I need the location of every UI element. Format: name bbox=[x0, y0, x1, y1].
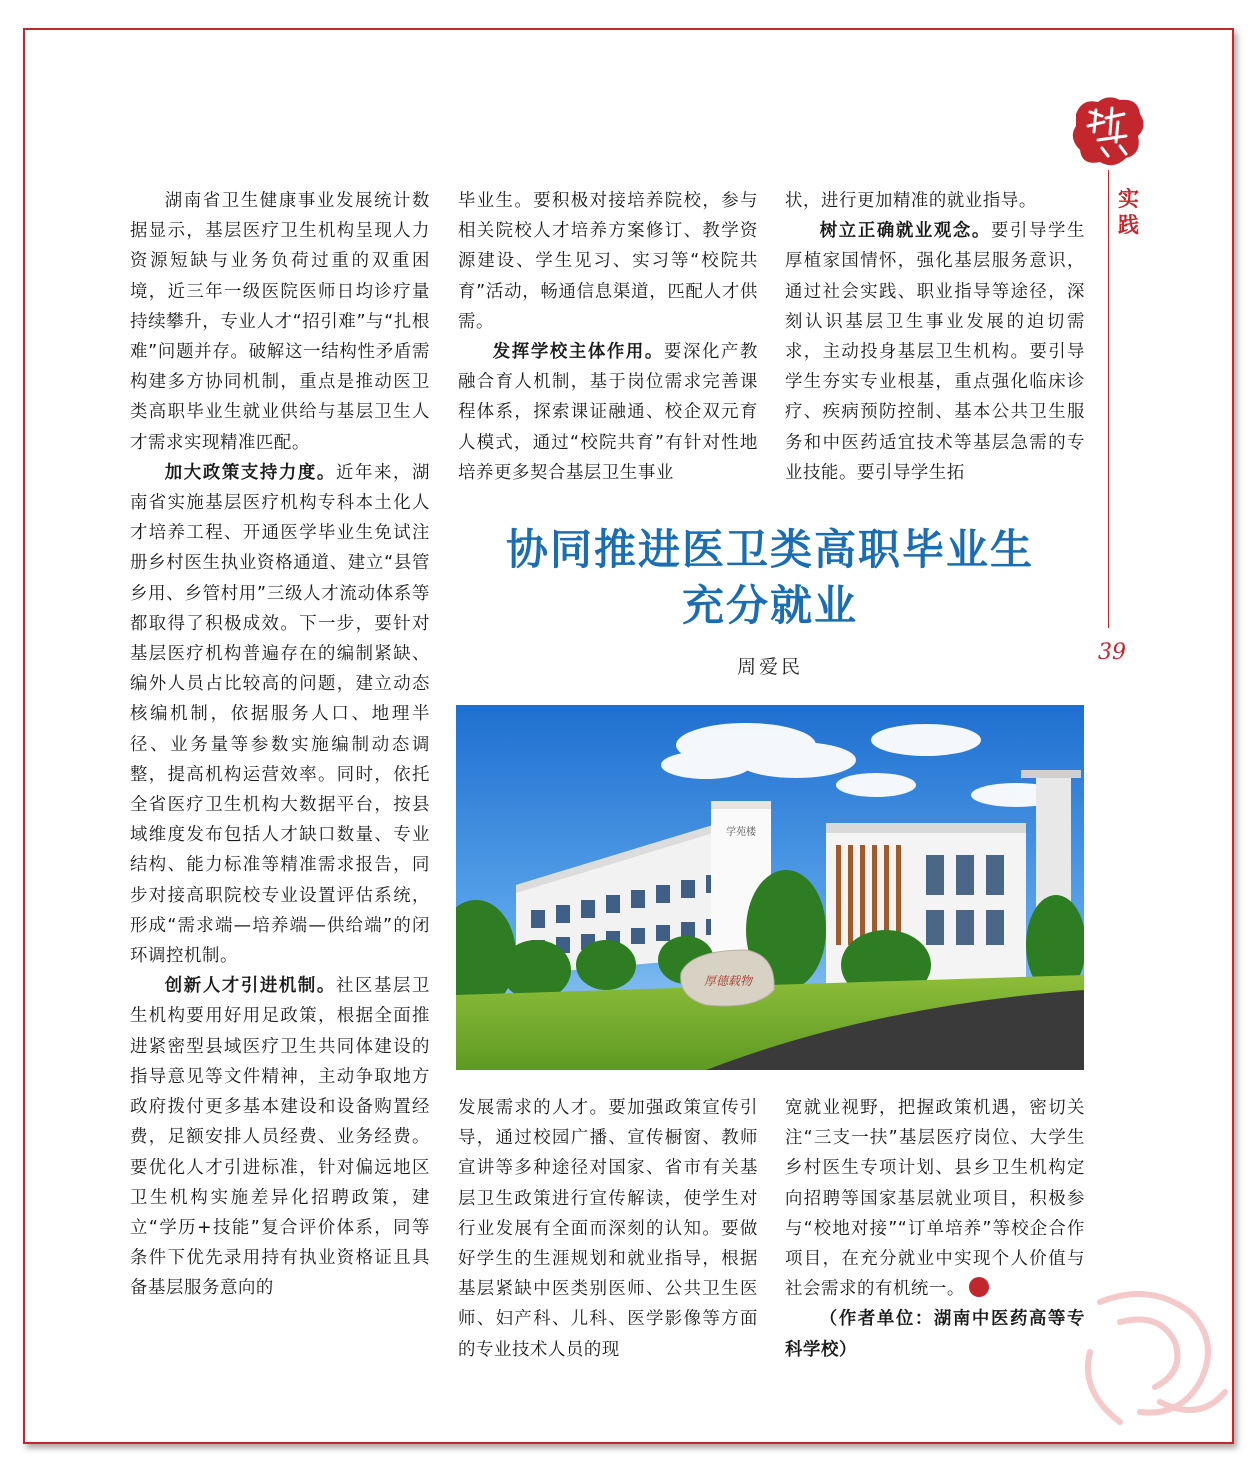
paragraph-body: 近年来，湖南省实施基层医疗机构专科本土化人才培养工程、开通医学毕业生免试注册乡村医生执业资格通道、建立“县管乡用、乡管村用”三级人才流动体系等都取得了积极成效。下一步，要针对基层医疗机构普遍存在的编制紧缺、编外人员占比较高的问题，建立动态核编机制，依据服务人口、地理半径、业务量等参数实施编制动态调整，提高机构运营效率。同时，依托全省医疗卫生机构大数据平台，按县域维度发布包括人才缺口数量、专业结构、能力标准等精准需求报告，同步对接高职院校专业设置评估系统，形成“需求端—培养端—供给端”的闭环调控机制。 bbox=[130, 462, 430, 967]
building-sign: 学苑楼 bbox=[726, 827, 756, 838]
paragraph-heading: 加大政策支持力度。 bbox=[164, 462, 336, 483]
article-author: 周爱民 bbox=[736, 656, 803, 678]
article-title-line-1: 协同推进医卫类高职毕业生 bbox=[505, 525, 1034, 574]
article-column-2 bbox=[458, 186, 758, 488]
paragraph bbox=[130, 458, 430, 971]
paragraph-heading: 创新人才引进机制。 bbox=[164, 976, 336, 997]
page-number: 39 bbox=[1098, 640, 1126, 665]
paragraph-heading: 树立正确就业观念。 bbox=[819, 221, 991, 242]
article-title-line-2: 充分就业 bbox=[681, 581, 858, 630]
paragraph: 状，进行更加精准的就业指导。 bbox=[785, 191, 1037, 211]
paragraph: 毕业生。要积极对接培养院校，参与相关院校人才培养方案修订、教学资源建设、学生见习、实习等“校院共育”活动，畅通信息渠道，匹配人才供需。 bbox=[458, 191, 758, 332]
magazine-logo-icon bbox=[1068, 92, 1148, 172]
paragraph bbox=[130, 971, 430, 1303]
article-column-5 bbox=[785, 1093, 1085, 1365]
paragraph: 湖南省卫生健康事业发展统计数据显示，基层医疗卫生机构呈现人力资源短缺与业务负荷过重的双重困境，近三年一级医院医师日均诊疗量持续攀升，专业人才“招引难”与“扎根难”问题并存。破解这一结构性矛盾需构建多方协同机制，重点是推动医卫类高职毕业生就业供给与基层卫生人才需求实现精准匹配。 bbox=[130, 191, 430, 453]
stone-inscription: 厚德载物 bbox=[703, 974, 753, 988]
paragraph-body: 宽就业视野，把握政策机遇，密切关注“三支一扶”基层医疗岗位、大学生乡村医生专项计划、县乡卫生机构定向招聘等国家基层就业项目，积极参与“校地对接”“订单培养”等校企合作项目，在充分就业中实现个人价值与社会需求的有机统一。 bbox=[785, 1098, 1085, 1300]
paragraph bbox=[458, 337, 758, 488]
paragraph: 发展需求的人才。要加强政策宣传引导，通过校园广播、宣传橱窗、教师宣讲等多种途径对国家、省市有关基层卫生政策进行宣传解读，使学生对行业发展有全面而深刻的认知。要做好学生的生涯规划和就业指导，根据基层紧缺中医类别医师、公共卫生医师、妇产科、儿科、医学影像等方面的专业技术人员的现 bbox=[458, 1098, 758, 1360]
article-column-1 bbox=[130, 186, 430, 1304]
phoenix-ornament-icon bbox=[1060, 1272, 1230, 1432]
section-tag: 实践 bbox=[1118, 187, 1139, 237]
article-column-3 bbox=[785, 186, 1085, 488]
paragraph bbox=[785, 1093, 1085, 1304]
paragraph-body: 社区基层卫生机构要用好用足政策，根据全面推进紧密型县域医疗卫生共同体建设的指导意见等文件精神，主动争取地方政府拨付更多基本建设和设备购置经费，足额安排人员经费、业务经费。要优化人才引进标准，针对偏远地区卫生机构实施差异化招聘政策，建立“学历+技能”复合评价体系，同等条件下优先录用持有执业资格证且具备基层服务意向的 bbox=[130, 976, 430, 1299]
paragraph-body: 要深化产教融合育人机制，基于岗位需求完善课程体系，探索课证融通、校企双元育人模式，通过“校院共育”有针对性地培养更多契合基层卫生事业 bbox=[458, 342, 758, 483]
end-mark-icon bbox=[969, 1277, 989, 1297]
campus-photo bbox=[456, 705, 1084, 1070]
article-column-4 bbox=[458, 1093, 758, 1365]
paragraph bbox=[785, 216, 1085, 488]
campus-photo-illustration bbox=[456, 705, 1084, 1070]
author-affiliation: （作者单位：湖南中医药高等专科学校） bbox=[785, 1309, 1085, 1360]
article-title bbox=[440, 522, 1100, 634]
side-rule bbox=[1108, 170, 1109, 628]
paragraph-body: 要引导学生厚植家国情怀，强化基层服务意识，通过社会实践、职业指导等途径，深刻认识基层卫生事业发展的迫切需求，主动投身基层卫生机构。要引导学生夯实专业根基，重点强化临床诊疗、疾病预防控制、基本公共卫生服务和中医药适宜技术等基层急需的专业技能。要引导学生拓 bbox=[785, 221, 1085, 483]
paragraph-heading: 发挥学校主体作用。 bbox=[492, 342, 664, 363]
